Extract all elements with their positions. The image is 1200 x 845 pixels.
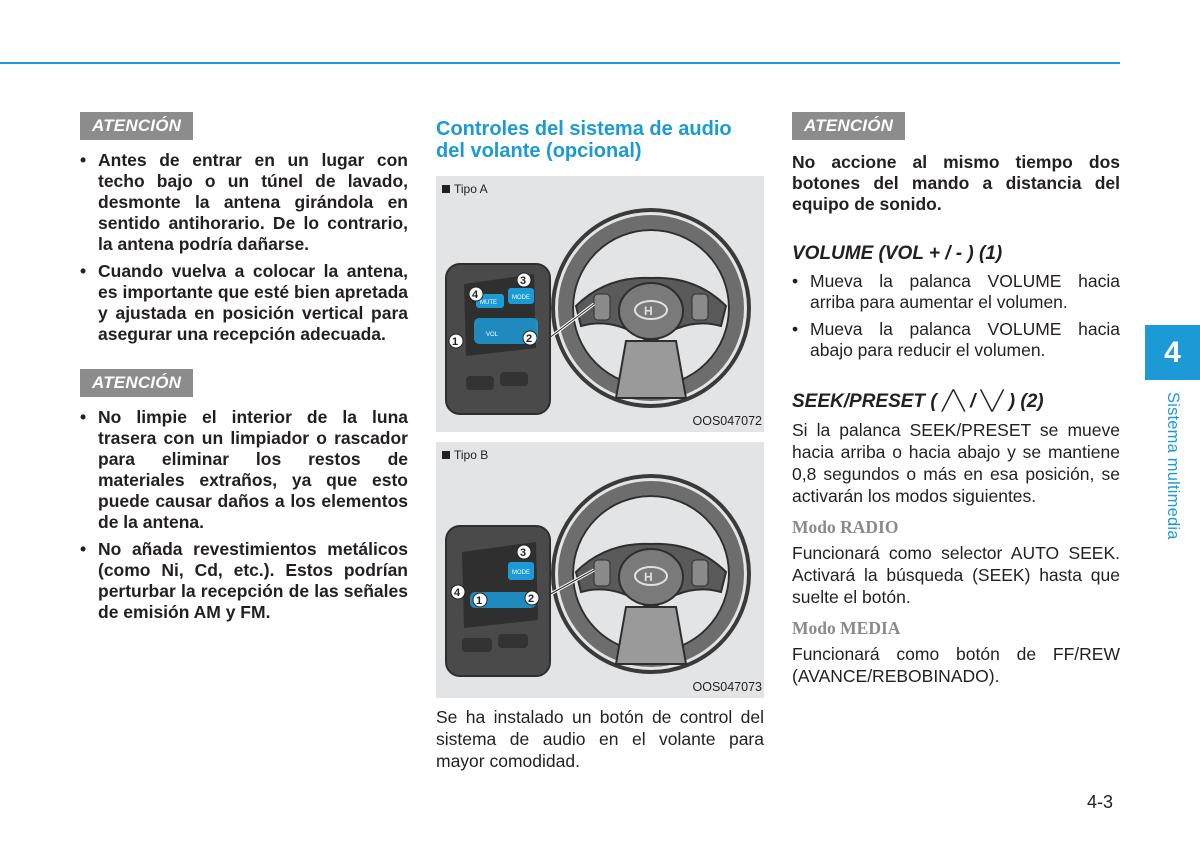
svg-text:VOL: VOL (486, 332, 499, 338)
attention-badge: ATENCIÓN (80, 369, 193, 397)
steering-wheel-illustration (436, 442, 764, 698)
callout-4: 4 (454, 587, 461, 599)
attention-badge: ATENCIÓN (792, 112, 905, 140)
chapter-title: Sistema multimedia (1164, 392, 1182, 540)
callout-2: 2 (528, 593, 535, 605)
callout-1: 1 (476, 595, 483, 607)
page-number: 4-3 (1087, 792, 1114, 812)
column-right (792, 112, 1120, 687)
callout-3: 3 (520, 547, 527, 559)
callout-1: 1 (452, 336, 459, 348)
callout-3: 3 (520, 275, 527, 287)
figure-code: OOS047073 (692, 680, 762, 694)
svg-text:H: H (644, 304, 653, 318)
volume-list (792, 271, 1120, 361)
figure-label: Tipo A (442, 182, 488, 196)
svg-text:H: H (644, 570, 653, 584)
list-item: • Mueva la palanca VOLUME hacia abajo para reducir el volumen. (792, 319, 1120, 361)
media-mode-text: Funcionará como botón de FF/REW (AVANCE/REBOBINADO). (792, 644, 1120, 686)
steering-wheel-illustration (436, 176, 764, 432)
attention-text: No accione al mismo tiempo dos botones del mando a distancia del equipo de sonido. (792, 152, 1120, 214)
list-item: • Mueva la palanca VOLUME hacia arriba para aumentar el volumen. (792, 271, 1120, 313)
media-mode-heading: Modo MEDIA (792, 618, 901, 638)
attention-badge: ATENCIÓN (80, 112, 193, 140)
column-middle (436, 112, 764, 772)
callout-4: 4 (472, 289, 479, 301)
radio-mode-text: Funcionará como selector AUTO SEEK. Activará la búsqueda (SEEK) hasta que suelte el botón. (792, 543, 1120, 607)
list-item: • Cuando vuelva a colocar la antena, es importante que esté bien apretada y ajustada en posición vertical para asegurar una recepción adecuada. (80, 261, 408, 345)
volume-heading: VOLUME (VOL + / - ) (1) (792, 243, 1003, 264)
radio-mode-heading: Modo RADIO (792, 517, 899, 537)
seek-heading: SEEK/PRESET ( ╱╲ / ╲╱ ) (2) (792, 391, 1044, 412)
figure-label: Tipo B (442, 448, 488, 462)
svg-text:MODE: MODE (512, 295, 530, 301)
svg-text:MUTE: MUTE (480, 300, 497, 306)
figure-code: OOS047072 (692, 414, 762, 428)
column-left (80, 112, 408, 629)
figure-type-a (436, 176, 764, 432)
list-item: • No añada revestimientos metálicos (como Ni, Cd, etc.). Estos podrían perturbar la recepción de las señales de emisión AM y FM. (80, 539, 408, 623)
warning-list-window (80, 407, 408, 623)
warning-list-antenna (80, 150, 408, 345)
list-item: • No limpie el interior de la luna trasera con un limpiador o rascador para eliminar los restos de materiales extraños, ya que esto puede causar daños a los elementos de la antena. (80, 407, 408, 533)
svg-text:MODE: MODE (512, 570, 530, 576)
figure-type-b (436, 442, 764, 698)
callout-2: 2 (526, 333, 533, 345)
chapter-tab: 4 (1145, 325, 1200, 380)
top-rule (0, 62, 1120, 64)
seek-text: Si la palanca SEEK/PRESET se mueve hacia arriba o hacia abajo y se mantiene 0,8 segundos o más en esa posición, se activarán los modos siguientes. (792, 420, 1120, 506)
section-body: Se ha instalado un botón de control del sistema de audio en el volante para mayor comodidad. (436, 707, 764, 771)
section-title: Controles del sistema de audio del volante (opcional) (436, 118, 732, 162)
list-item: • Antes de entrar en un lugar con techo bajo o un túnel de lavado, desmonte la antena girándola en sentido antihorario. De lo contrario, la antena podría dañarse. (80, 150, 408, 255)
